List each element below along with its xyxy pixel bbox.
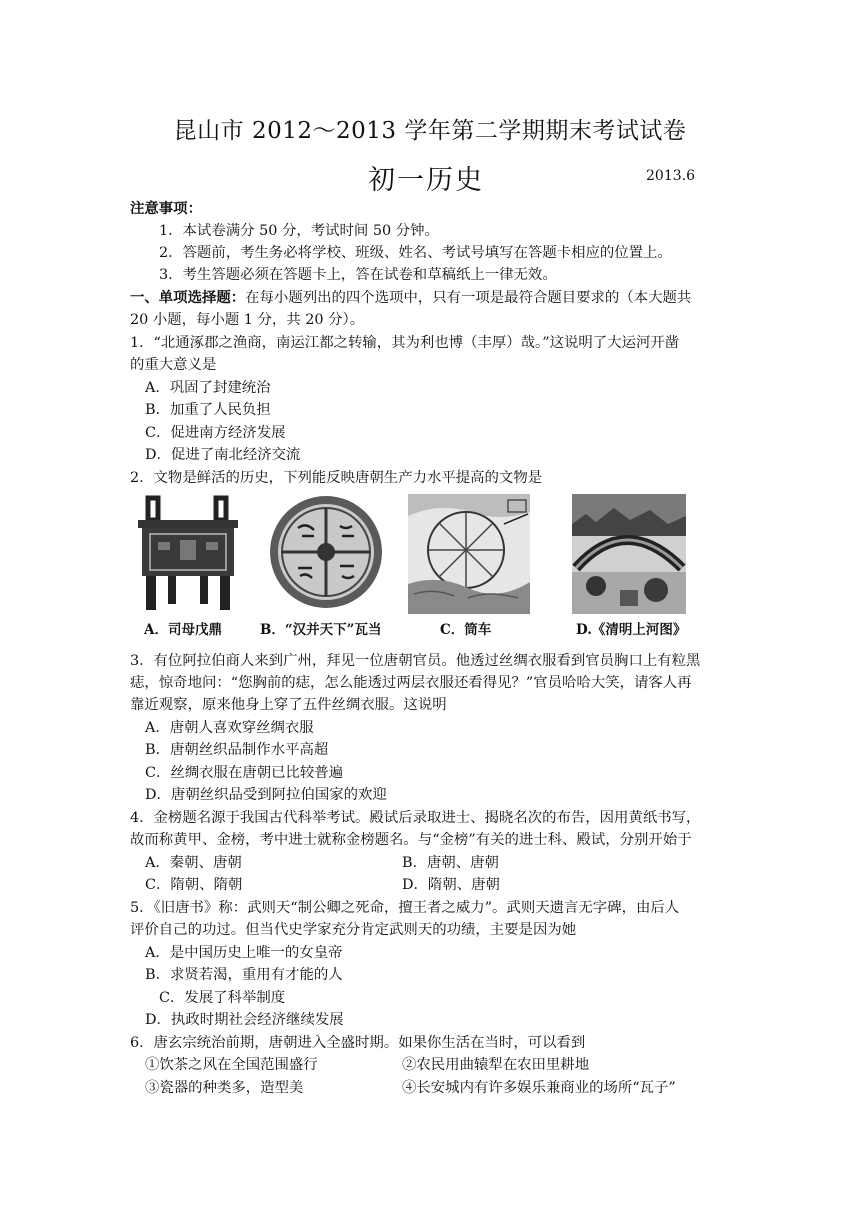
- tongche-image: [408, 494, 530, 614]
- question-4-stem-cont: 故而称黄甲、金榜，考中进士就称金榜题名。与“金榜”有关的进士科、殿试，分别开始于: [130, 832, 692, 848]
- q4-option-a: A．秦朝、唐朝: [145, 855, 242, 871]
- question-2-stem: 2．文物是鲜活的历史，下列能反映唐朝生产力水平提高的文物是: [130, 470, 543, 486]
- q5-option-c: C．发展了科举制度: [159, 990, 286, 1006]
- exam-subject: 初一历史: [368, 165, 484, 196]
- section-instruction-cont: 20 小题，每小题 1 分，共 20 分）。: [130, 312, 365, 328]
- simuwu-ding-image: [128, 494, 250, 614]
- q1-option-a: A．巩固了封建统治: [145, 380, 271, 396]
- question-3-stem: 3．有位阿拉伯商人来到广州，拜见一位唐朝官员。他透过丝绸衣服看到官员胸口上有粒黑: [130, 653, 701, 669]
- caption-a: A．司母戊鼎: [144, 622, 222, 638]
- q6-item-4: ④长安城内有许多娱乐兼商业的场所“瓦子”: [402, 1080, 676, 1096]
- wadang-tile-image: [266, 494, 388, 614]
- q1-option-d: D．促进了南北经济交流: [145, 447, 301, 463]
- q3-option-c: C．丝绸衣服在唐朝已比较普遍: [145, 765, 344, 781]
- caption-c: C．筒车: [440, 622, 492, 638]
- q4-option-c: C．隋朝、隋朝: [145, 877, 243, 893]
- question-5-stem: 5．《旧唐书》称：武则天“制公卿之死命，擅王者之威力”。武则天遗言无字碑，由后人: [130, 900, 680, 916]
- q5-option-a: A．是中国历史上唯一的女皇帝: [145, 945, 343, 961]
- notes-heading: 注意事项：: [130, 200, 202, 217]
- q6-item-2: ②农民用曲辕犁在农田里耕地: [402, 1057, 590, 1073]
- q5-option-d: D．执政时期社会经济继续发展: [145, 1012, 344, 1028]
- q3-option-a: A．唐朝人喜欢穿丝绸衣服: [145, 720, 314, 736]
- q4-option-b: B．唐朝、唐朝: [402, 855, 499, 871]
- section-heading: 一、单项选择题：: [130, 289, 246, 306]
- question-1-stem-cont: 的重大意义是: [130, 357, 217, 373]
- q6-item-1: ①饮茶之风在全国范围盛行: [145, 1057, 318, 1073]
- q5-option-b: B．求贤若渴，重用有才能的人: [145, 967, 343, 983]
- question-4-stem: 4．金榜题名源于我国古代科举考试。殿试后录取进士、揭晓名次的布告，因用黄纸书写，: [130, 810, 701, 826]
- question-1-stem: 1．“北通涿郡之渔商，南运江都之转输，其为利也博（丰厚）哉。”这说明了大运河开凿: [130, 335, 680, 351]
- question-6-stem: 6．唐玄宗统治前期，唐朝进入全盛时期。如果你生活在当时，可以看到: [130, 1035, 586, 1051]
- q3-option-b: B．唐朝丝织品制作水平高超: [145, 742, 329, 758]
- question-3-stem-cont: 靠近观察，原来他身上穿了五件丝绸衣服。这说明: [130, 697, 447, 713]
- section-header: [130, 288, 691, 308]
- exam-date: 2013.6: [646, 168, 695, 184]
- q6-item-3: ③瓷器的种类多，造型美: [145, 1080, 304, 1096]
- question-3-stem-cont: 痣，惊奇地问：“您胸前的痣，怎么能透过两层衣服还看得见？”官员哈哈大笑，请客人再: [130, 675, 692, 691]
- note-item: 2．答题前，考生务必将学校、班级、姓名、考试号填写在答题卡相应的位置上。: [159, 245, 672, 261]
- q1-option-c: C．促进南方经济发展: [145, 425, 286, 441]
- question-5-stem-cont: 评价自己的功过。但当代史学家充分肯定武则天的功绩，主要是因为她: [130, 922, 577, 938]
- qingming-painting-image: [572, 494, 686, 614]
- exam-title: 昆山市 2012～2013 学年第二学期期末考试试卷: [173, 118, 687, 144]
- note-item: 1．本试卷满分 50 分，考试时间 50 分钟。: [159, 223, 439, 239]
- section-instruction: 在每小题列出的四个选项中，只有一项是最符合题目要求的（本大题共: [245, 290, 692, 306]
- q4-option-d: D．隋朝、唐朝: [402, 877, 500, 893]
- artifact-figures: [126, 494, 736, 639]
- q1-option-b: B．加重了人民负担: [145, 402, 271, 418]
- note-item: 3．考生答题必须在答题卡上，答在试卷和草稿纸上一律无效。: [159, 267, 557, 283]
- caption-d: D.《清明上河图》: [576, 622, 687, 638]
- q3-option-d: D．唐朝丝织品受到阿拉伯国家的欢迎: [145, 787, 387, 803]
- caption-b: B．“汉并天下”瓦当: [260, 622, 382, 638]
